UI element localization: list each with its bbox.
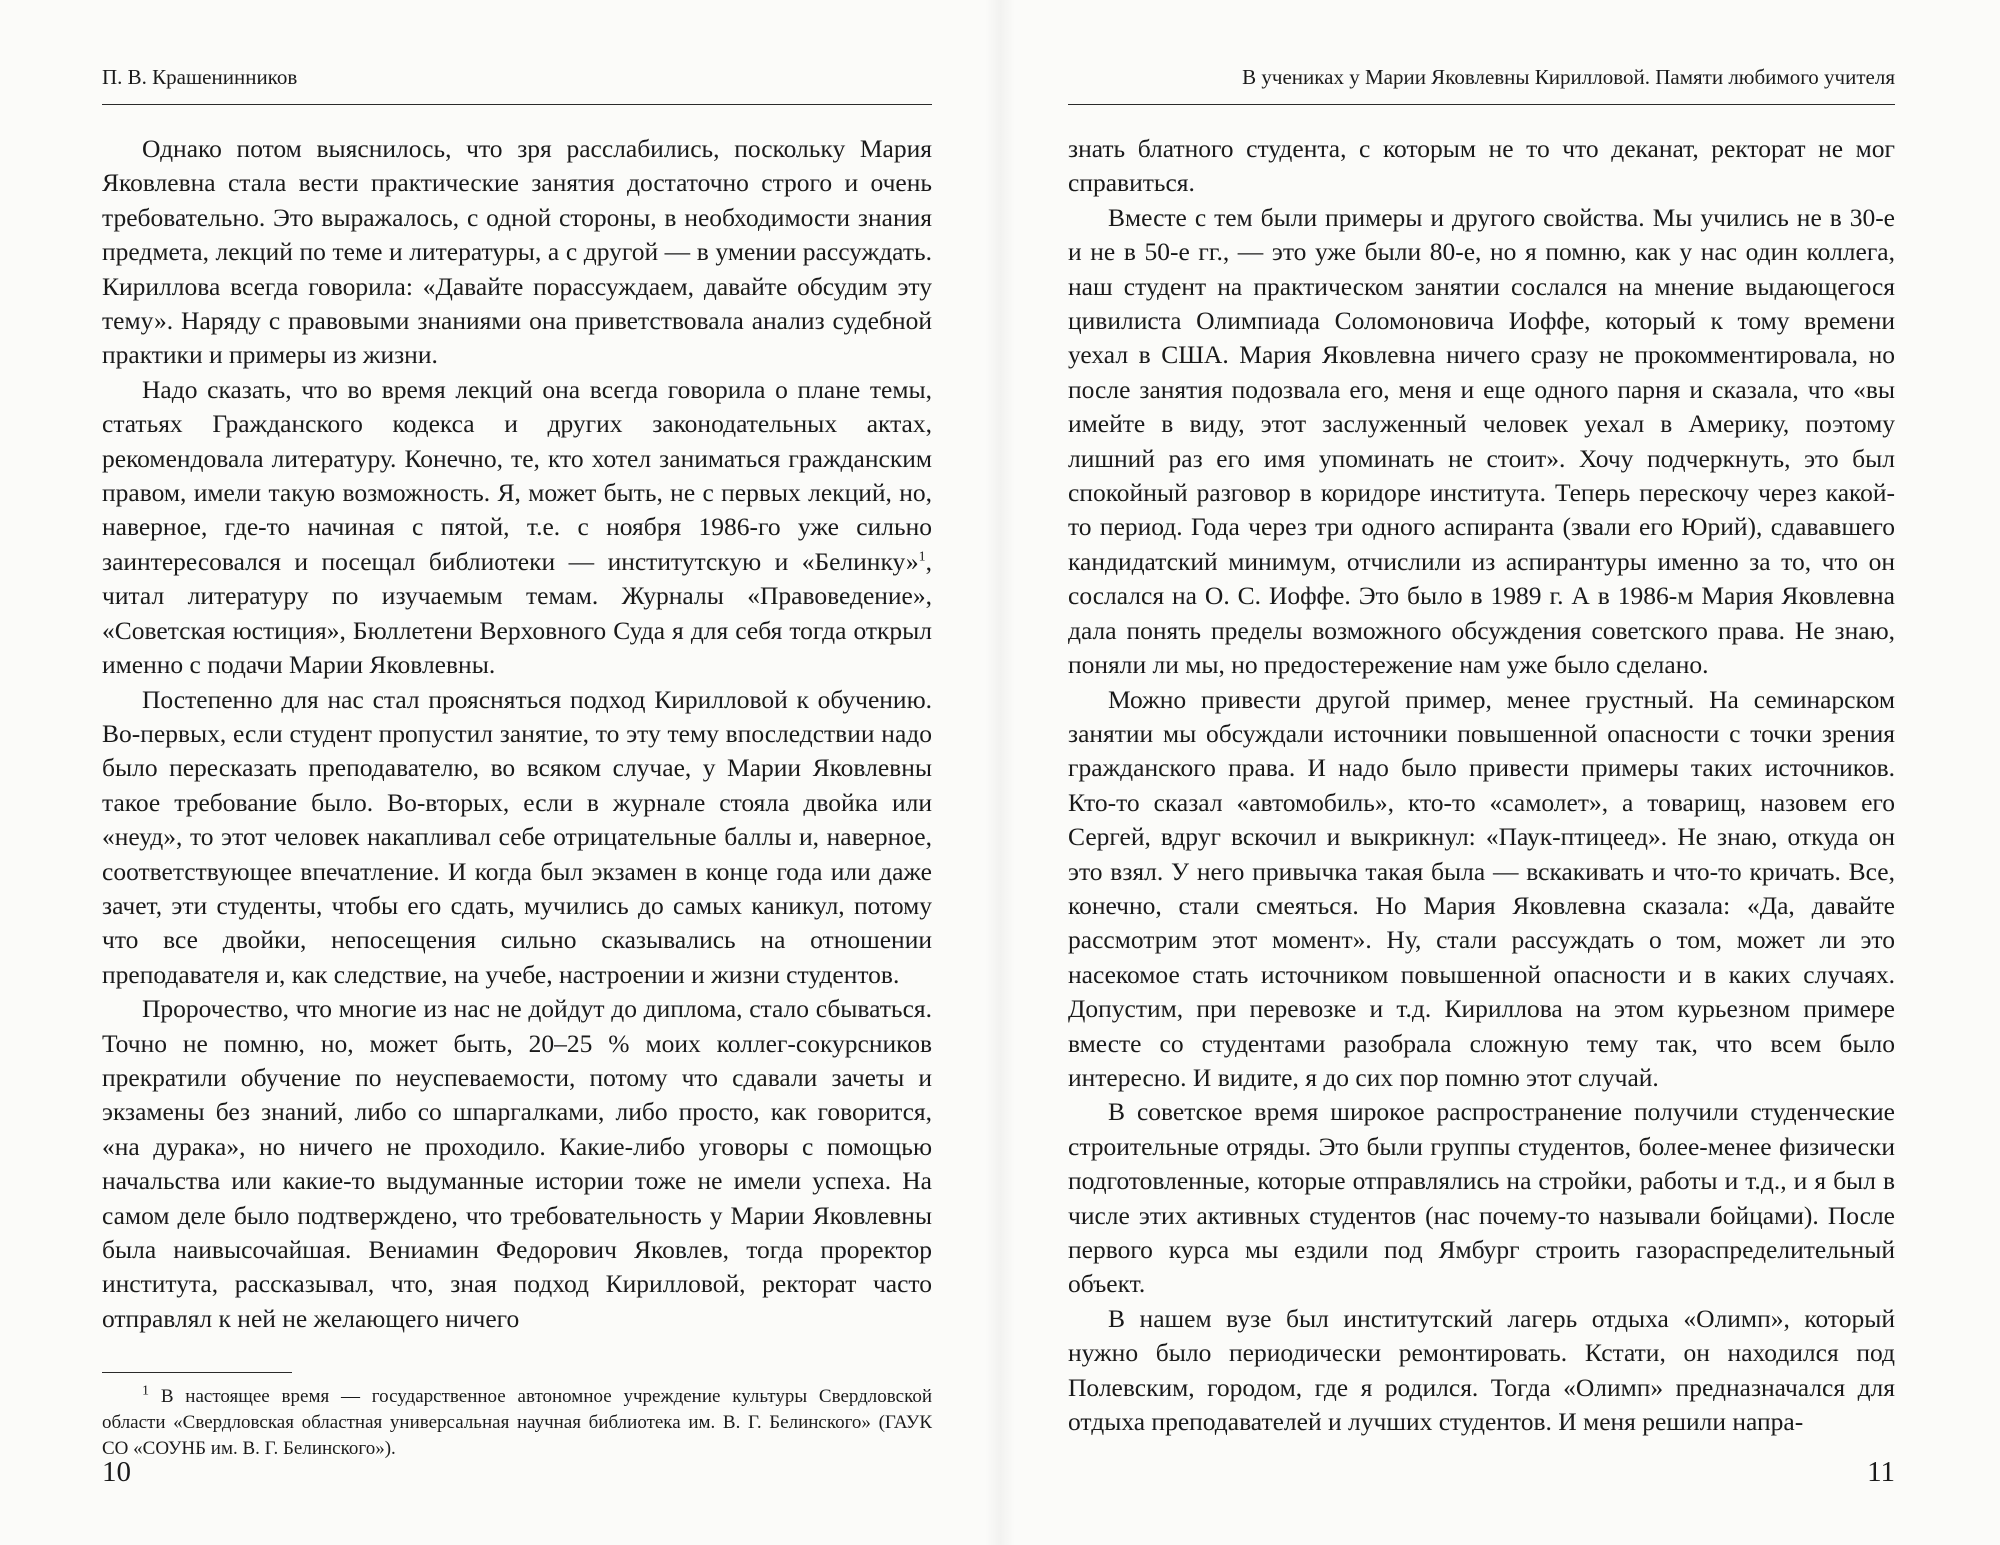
footnote bbox=[102, 1384, 932, 1462]
footnote-reference[interactable]: 1 bbox=[918, 549, 926, 565]
right-paragraph-1: знать блатного студента, с которым не то что деканат, ректорат не мог справиться. bbox=[1068, 134, 1895, 198]
right-header-rule bbox=[1068, 104, 1895, 105]
left-paragraph-4: Пророчество, что многие из нас не дойдут до диплома, стало сбываться. Точно не помню, но, может быть, 20–25 % моих коллег-сокурсников прекратили обучение по неуспеваемости, потому что сдавали зачеты и экзамены без знаний, либо со шпаргалками, либо просто, как говорится, «на дурака», но ничего не проходило. Какие-либо уговоры с помощью начальства или какие-то выдуманные истории тоже не имели успеха. На самом деле было подтверждено, что требовательность у Марии Яковлевны была наивысочайшая. Вениамин Федорович Яковлев, тогда проректор института, рассказывал, что, зная подход Кирилловой, ректорат часто отправлял к ней не желающего ничего bbox=[102, 994, 932, 1333]
right-paragraph-5: В нашем вузе был институтский лагерь отдыха «Олимп», который нужно было периодически ремонтировать. Кстати, он находился под Полевским, городом, где я родился. Тогда «Олимп» предназначался для отдыха преподавателей и лучших студентов. И меня решили напра- bbox=[1068, 1303, 1895, 1437]
left-page-number: 10 bbox=[102, 1456, 131, 1488]
right-running-head: В учениках у Марии Яковлевны Кирилловой. Памяти любимого учителя bbox=[1242, 65, 1895, 89]
right-page bbox=[1000, 0, 2000, 1545]
right-paragraph-4: В советское время широкое распространение получили студенческие строительные отряды. Это были группы студентов, более-менее физически подготовленные, которые отправлялись на стройки, работы и т.д., и я был в числе этих активных студентов (нас почему-то называли бойцами). После первого курса мы ездили под Ямбург строить газораспределительный объект. bbox=[1068, 1097, 1895, 1299]
left-running-head: П. В. Крашенинников bbox=[102, 65, 298, 89]
footnote-text: В настоящее время — государственное автономное учреждение культуры Свердловской области «Свердловская областная универсальная научная библиотека им. В. Г. Белинского» (ГАУК СО «СОУНБ им. В. Г. Белинского»). bbox=[102, 1386, 933, 1459]
right-paragraph-2: Вместе с тем были примеры и другого свойства. Мы учились не в 30-е и не в 50-е гг., — это уже были 80-е, но я помню, как у нас один коллега, наш студент на практическом занятии сослался на мнение выдающегося цивилиста Олимпиада Соломоновича Иоффе, который к тому времени уехал в США. Мария Яковлевна ничего сразу не прокомментировала, но после занятия подозвала его, меня и еще одного парня и сказала, что «вы имейте в виду, этот заслуженный человек уехал в Америку, поэтому лишний раз его имя упоминать не стоит». Хочу подчеркнуть, это был спокойный разговор в коридоре института. Теперь перескочу через какой-то период. Года через три одного аспиранта (звали его Юрий), сдававшего кандидатский минимум, отчислили из аспирантуры именно за то, что он сослался на О. С. Иоффе. Это было в 1989 г. А в 1986-м Мария Яковлевна дала понять пределы возможного обсуждения советского права. Не знаю, поняли ли мы, но предостережение нам уже было сделано. bbox=[1068, 202, 1895, 680]
left-paragraph-2 bbox=[102, 373, 932, 683]
left-paragraph-2-part-2: , читал литературу по изучаемым темам. Журналы «Правоведение», «Советская юстиция», Бюллетени Верховного Суда я для себя тогда открыл именно с подачи Марии Яковлевны. bbox=[102, 546, 932, 680]
right-body-text bbox=[1068, 132, 1895, 1439]
left-paragraph-3: Постепенно для нас стал проясняться подход Кирилловой к обучению. Во-первых, если студент пропустил занятие, то эту тему впоследствии надо было пересказать преподавателю, во всяком случае, у Марии Яковлевны такое требование было. Во-вторых, если в журнале стояла двойка или «неуд», то этот человек накапливал себе отрицательные баллы и, наверное, соответствующее впечатление. И когда был экзамен в конце года или даже зачет, эти студенты, чтобы его сдать, мучились до самых каникул, потому что все двойки, непосещения сильно сказывались на отношении преподавателя и, как следствие, на учебе, настроении и жизни студентов. bbox=[102, 684, 932, 989]
footnote-marker: 1 bbox=[142, 1383, 149, 1399]
right-paragraph-3: Можно привести другой пример, менее грустный. На семинарском занятии мы обсуждали источники повышенной опасности с точки зрения гражданского права. И надо было привести примеры таких источников. Кто-то сказал «автомобиль», кто-то «самолет», а товарищ, назовем его Сергей, вдруг вскочил и выкрикнул: «Паук-птицеед». Не знаю, откуда он это взял. У него привычка такая была — вскакивать и что-то кричать. Все, конечно, стали смеяться. Но Мария Яковлевна сказала: «Да, давайте рассмотрим этот момент». Ну, стали рассуждать о том, может ли это насекомое стать источником повышенной опасности и в каких случаях. Допустим, при перевозке и т.д. Кириллова на этом курьезном примере вместе со студентами разобрала сложную тему так, что всем было интересно. И видите, я до сих пор помню этот случай. bbox=[1068, 684, 1895, 1092]
left-paragraph-2-part-1: Надо сказать, что во время лекций она всегда говорила о плане темы, статьях Гражданского кодекса и других законодательных актах, рекомендовала литературу. Конечно, те, кто хотел заниматься гражданским правом, имели такую возможность. Я, может быть, не с первых лекций, но, наверное, где-то начиная с пятой, т.е. с ноября 1986-го уже сильно заинтересовался и посещал библиотеки — институтскую и «Белинку» bbox=[102, 374, 932, 576]
right-page-number: 11 bbox=[1867, 1456, 1895, 1488]
footnote-rule bbox=[102, 1372, 292, 1373]
left-body-text bbox=[102, 132, 932, 1336]
left-header-rule bbox=[102, 104, 932, 105]
left-paragraph-1: Однако потом выяснилось, что зря расслабились, поскольку Мария Яковлевна стала вести практические занятия достаточно строго и очень требовательно. Это выражалось, с одной стороны, в необходимости знания предмета, лекций по теме и литературы, а с другой — в умении рассуждать. Кириллова всегда говорила: «Давайте порассуждаем, давайте обсудим эту тему». Наряду с правовыми знаниями она приветствовала анализ судебной практики и примеры из жизни. bbox=[102, 134, 932, 370]
